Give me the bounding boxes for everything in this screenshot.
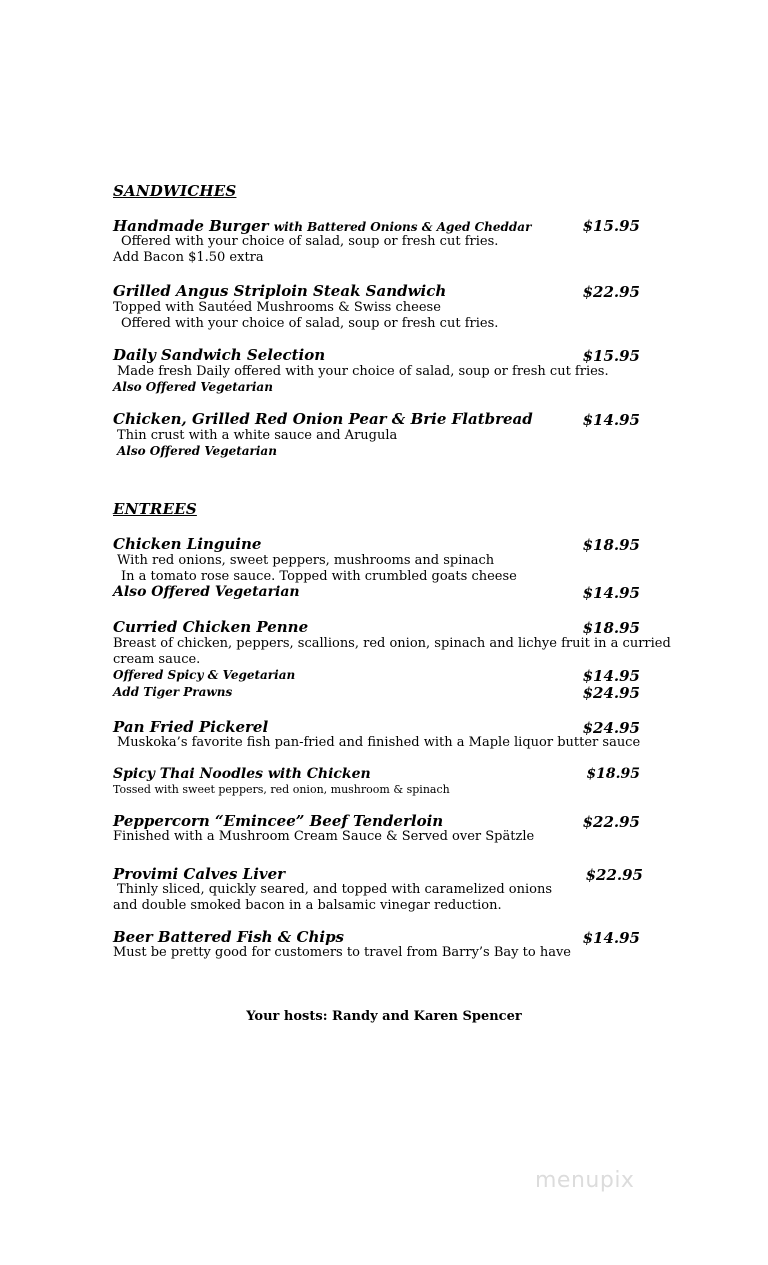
burger-price: $15.95 — [582, 217, 640, 235]
pickerel-name: Pan Fried Pickerel — [113, 718, 269, 736]
penne-spicy-veg: Offered Spicy & Vegetarian — [113, 668, 296, 682]
menupix-watermark: menupix — [535, 1168, 635, 1193]
flatbread-desc: Thin crust with a white sauce and Arugula — [117, 428, 398, 443]
penne-spicy-veg-price: $14.95 — [582, 667, 640, 685]
penne-name: Curried Chicken Penne — [113, 618, 309, 636]
fish-chips-name: Beer Battered Fish & Chips — [113, 928, 345, 946]
flatbread-veg: Also Offered Vegetarian — [117, 444, 277, 458]
flatbread-price: $14.95 — [582, 411, 640, 429]
daily-sandwich-price: $15.95 — [582, 347, 640, 365]
flatbread-name: Chicken, Grilled Red Onion Pear & Brie Flatbread — [113, 410, 533, 428]
pickerel-desc: Muskoka’s favorite fish pan-fried and finished with a Maple liquor butter sauce — [117, 735, 641, 750]
liver-desc: Thinly sliced, quickly seared, and topped with caramelized onions — [117, 882, 552, 897]
penne-prawns: Add Tiger Prawns — [113, 685, 233, 699]
penne-prawns-price: $24.95 — [582, 684, 640, 702]
penne-desc2: cream sauce. — [113, 652, 201, 667]
daily-sandwich-name: Daily Sandwich Selection — [113, 346, 326, 364]
burger-title: Handmade Burger — [113, 217, 269, 235]
daily-sandwich-desc: Made fresh Daily offered with your choice of salad, soup or fresh cut fries. — [117, 364, 609, 379]
daily-sandwich-veg: Also Offered Vegetarian — [113, 380, 273, 394]
steak-sandwich-name: Grilled Angus Striploin Steak Sandwich — [113, 282, 447, 300]
burger-note: with Battered Onions & Aged Cheddar — [273, 220, 532, 234]
liver-name: Provimi Calves Liver — [113, 865, 286, 883]
burger-name — [113, 217, 531, 235]
liver-price: $22.95 — [585, 866, 643, 884]
entrees-heading: ENTREES — [113, 500, 197, 518]
penne-desc: Breast of chicken, peppers, scallions, red onion, spinach and lichye fruit in a curried — [113, 636, 671, 651]
steak-sandwich-price: $22.95 — [582, 283, 640, 301]
burger-desc: Offered with your choice of salad, soup or fresh cut fries. — [121, 234, 499, 249]
penne-price: $18.95 — [582, 619, 640, 637]
linguine-name: Chicken Linguine — [113, 535, 262, 553]
thai-noodles-name: Spicy Thai Noodles with Chicken — [113, 766, 371, 782]
tenderloin-desc: Finished with a Mushroom Cream Sauce & Served over Spätzle — [113, 829, 535, 844]
liver-desc2: and double smoked bacon in a balsamic vinegar reduction. — [113, 898, 502, 913]
linguine-desc2: In a tomato rose sauce. Topped with crumbled goats cheese — [121, 569, 517, 584]
sandwiches-heading: SANDWICHES — [113, 182, 237, 200]
linguine-veg: Also Offered Vegetarian — [113, 584, 300, 600]
thai-noodles-desc: Tossed with sweet peppers, red onion, mushroom & spinach — [113, 783, 450, 796]
steak-sandwich-desc2: Offered with your choice of salad, soup or fresh cut fries. — [121, 316, 499, 331]
fish-chips-desc: Must be pretty good for customers to travel from Barry’s Bay to have — [113, 945, 571, 960]
thai-noodles-price: $18.95 — [586, 766, 640, 782]
linguine-desc: With red onions, sweet peppers, mushrooms and spinach — [117, 553, 495, 568]
linguine-veg-price: $14.95 — [582, 584, 640, 602]
steak-sandwich-desc: Topped with Sautéed Mushrooms & Swiss cheese — [113, 300, 441, 315]
tenderloin-name: Peppercorn “Emincee” Beef Tenderloin — [113, 812, 444, 830]
burger-extra: Add Bacon $1.50 extra — [113, 250, 264, 265]
fish-chips-price: $14.95 — [582, 929, 640, 947]
pickerel-price: $24.95 — [582, 719, 640, 737]
hosts-footer: Your hosts: Randy and Karen Spencer — [246, 1009, 522, 1024]
linguine-price: $18.95 — [582, 536, 640, 554]
tenderloin-price: $22.95 — [582, 813, 640, 831]
